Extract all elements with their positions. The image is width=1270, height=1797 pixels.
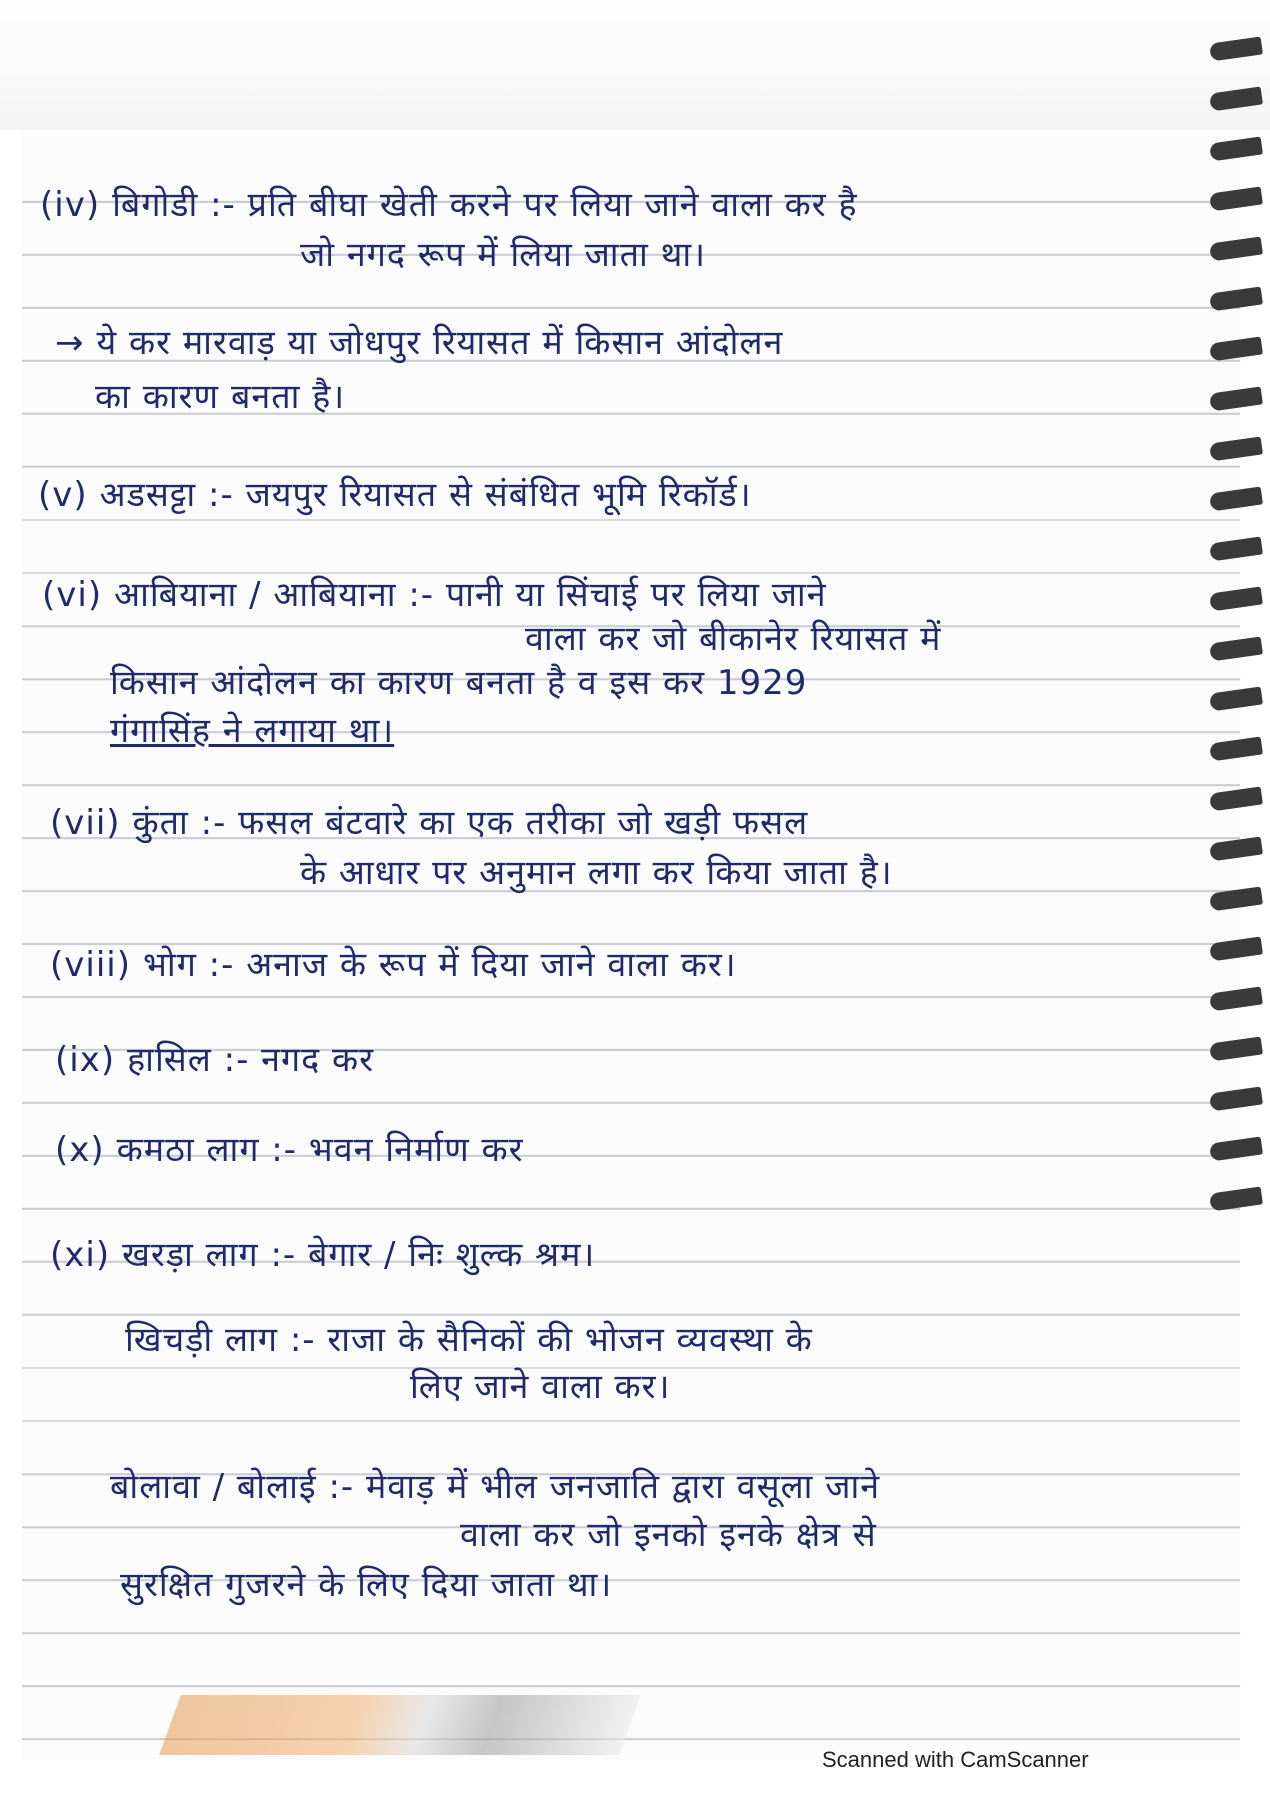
note-line xyxy=(42,570,827,616)
note-line xyxy=(300,848,893,894)
item-number: (iv) xyxy=(40,185,101,225)
note-line xyxy=(50,940,737,986)
page-top-edge xyxy=(0,0,1270,130)
spiral-binding xyxy=(1200,20,1270,1280)
note-text: खरड़ा लाग :- बेगार / निः शुल्क श्रम। xyxy=(122,1235,596,1275)
note-text: ये कर मारवाड़ या जोधपुर रियासत में किसान आंदोलन xyxy=(96,323,784,363)
note-text: कुंता :- फसल बंटवारे का एक तरीका जो खड़ी फसल xyxy=(132,803,809,843)
note-line xyxy=(110,658,807,704)
note-line xyxy=(525,614,942,660)
note-line xyxy=(410,1362,670,1408)
camscanner-watermark: Scanned with CamScanner xyxy=(822,1747,1089,1772)
note-line xyxy=(95,372,345,418)
note-text: वाला कर जो बीकानेर रियासत में xyxy=(525,619,942,659)
note-line xyxy=(55,318,783,364)
item-number: (vii) xyxy=(50,803,121,843)
note-line xyxy=(110,1462,880,1508)
item-number: (v) xyxy=(38,475,88,515)
note-line xyxy=(300,230,706,276)
note-line xyxy=(110,706,394,752)
note-text: वाला कर जो इनको इनके क्षेत्र से xyxy=(460,1515,877,1555)
note-text: भोग :- अनाज के रूप में दिया जाने वाला कर। xyxy=(143,945,737,985)
note-text: किसान आंदोलन का कारण बनता है व इस कर 1929 xyxy=(110,663,808,703)
note-text: जो नगद रूप में लिया जाता था। xyxy=(300,235,707,275)
page-bottom-shadow xyxy=(159,1695,641,1755)
note-line xyxy=(40,180,858,226)
note-text: बिगोडी :- प्रति बीघा खेती करने पर लिया जाने वाला कर है xyxy=(112,185,858,225)
item-number: (x) xyxy=(55,1130,105,1170)
note-line xyxy=(55,1125,524,1171)
note-line xyxy=(38,470,752,516)
item-number: (xi) xyxy=(50,1235,111,1275)
item-number: (vi) xyxy=(42,575,103,615)
note-line xyxy=(55,1035,374,1081)
note-text: बोलावा / बोलाई :- मेवाड़ में भील जनजाति द्वारा वसूला जाने xyxy=(110,1467,881,1507)
note-text: लिए जाने वाला कर। xyxy=(410,1367,671,1407)
note-text: का कारण बनता है। xyxy=(95,377,346,417)
item-number: (ix) xyxy=(55,1040,116,1080)
note-line xyxy=(125,1315,813,1361)
note-text: खिचड़ी लाग :- राजा के सैनिकों की भोजन व्यवस्था के xyxy=(125,1320,813,1360)
note-line xyxy=(50,798,808,844)
note-line xyxy=(460,1510,877,1556)
note-text: कमठा लाग :- भवन निर्माण कर xyxy=(116,1130,524,1170)
arrow-marker: → xyxy=(55,323,85,363)
note-text: के आधार पर अनुमान लगा कर किया जाता है। xyxy=(300,853,893,893)
note-text: अडसट्टा :- जयपुर रियासत से संबंधित भूमि रिकॉर्ड। xyxy=(99,475,752,515)
note-text: सुरक्षित गुजरने के लिए दिया जाता था। xyxy=(120,1565,613,1605)
note-text: गंगासिंह ने लगाया था। xyxy=(110,711,395,751)
item-number: (viii) xyxy=(50,945,131,985)
note-line xyxy=(50,1230,595,1276)
note-text: आबियाना / आबियाना :- पानी या सिंचाई पर लिया जाने xyxy=(114,575,827,615)
note-line xyxy=(120,1560,612,1606)
note-text: हासिल :- नगद कर xyxy=(127,1040,375,1080)
